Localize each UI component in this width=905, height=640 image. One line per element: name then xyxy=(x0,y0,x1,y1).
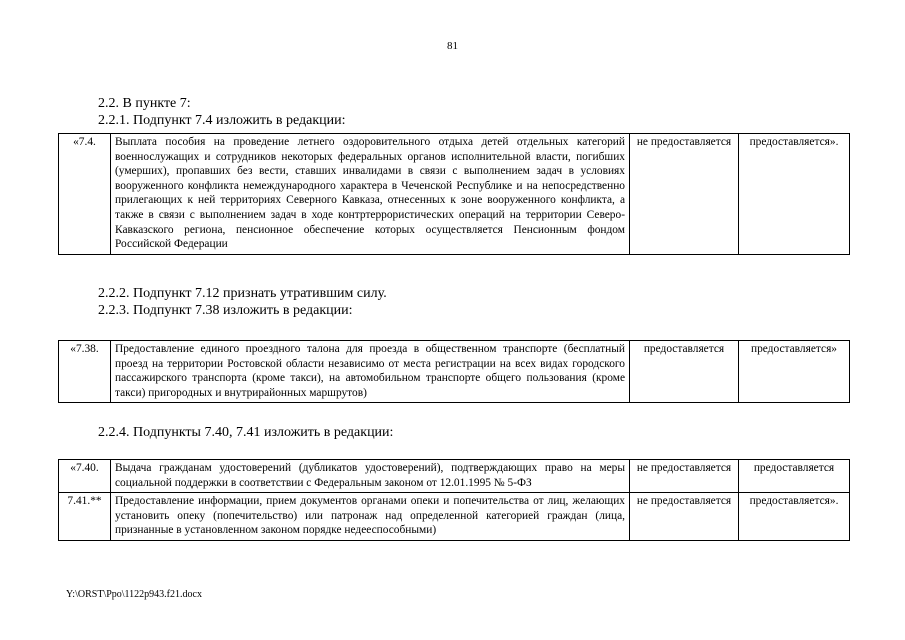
table-7-38 xyxy=(58,340,850,403)
paragraph-2-2-1: 2.2.1. Подпункт 7.4 изложить в редакции: xyxy=(98,113,346,128)
row-number: «7.38. xyxy=(59,341,111,403)
table-7-40-7-41 xyxy=(58,459,850,541)
page-number: 81 xyxy=(447,40,458,52)
row-number: 7.41.** xyxy=(59,493,111,541)
row-col4: предоставляется». xyxy=(739,493,850,541)
paragraph-2-2-3: 2.2.3. Подпункт 7.38 изложить в редакции: xyxy=(98,303,353,318)
paragraph-2-2-2: 2.2.2. Подпункт 7.12 признать утратившим силу. xyxy=(98,286,387,301)
file-path-footer: Y:\ORST\Ppo\1122p943.f21.docx xyxy=(66,589,202,600)
row-description: Выплата пособия на проведение летнего оздоровительного отдыха детей отдельных категорий военнослужащих и сотрудников некоторых федеральных органов исполнительной власти, погибших (умерших), пропавших без вести, ставших инвалидами в связи с выполнением задач в условиях вооруженного конфликта немеждународного характера в Чеченской Республике и на непосредственно прилегающих к ней территориях Северного Кавказа, отнесенных к зоне вооруженного конфликта, а также в связи с выполнением задач в ходе контртеррористических операций на территории Северо-Кавказского региона, пенсионное обеспечение которых осуществляется Пенсионным фондом Российской Федерации xyxy=(111,134,630,255)
paragraph-2-2-4: 2.2.4. Подпункты 7.40, 7.41 изложить в редакции: xyxy=(98,425,394,440)
row-number: «7.4. xyxy=(59,134,111,255)
row-col3: не предоставляется xyxy=(630,460,739,493)
table-7-4 xyxy=(58,133,850,255)
row-col4: предоставляется xyxy=(739,460,850,493)
paragraph-2-2: 2.2. В пункте 7: xyxy=(98,96,191,111)
table-row xyxy=(59,341,850,403)
row-description: Выдача гражданам удостоверений (дубликатов удостоверений), подтверждающих право на меры социальной поддержки в соответствии с Федеральным законом от 12.01.1995 № 5-ФЗ xyxy=(111,460,630,493)
row-description: Предоставление информации, прием документов органами опеки и попечительства от лиц, желающих установить опеку (попечительство) или патронаж над определенной категорией граждан (лица, признанные в установленном законом порядке недееспособными) xyxy=(111,493,630,541)
row-col4: предоставляется» xyxy=(739,341,850,403)
row-col3: не предоставляется xyxy=(630,493,739,541)
row-col4: предоставляется». xyxy=(739,134,850,255)
table-row xyxy=(59,460,850,493)
table-row xyxy=(59,493,850,541)
row-number: «7.40. xyxy=(59,460,111,493)
row-col3: не предоставляется xyxy=(630,134,739,255)
row-col3: предоставляется xyxy=(630,341,739,403)
row-description: Предоставление единого проездного талона для проезда в общественном транспорте (бесплатный проезд на территории Ростовской области независимо от места регистрации на всех видах городского пассажирского транспорта (кроме такси), на автомобильном транспорте общего пользования (кроме такси) пригородных и внутрирайонных маршрутов) xyxy=(111,341,630,403)
table-row xyxy=(59,134,850,255)
